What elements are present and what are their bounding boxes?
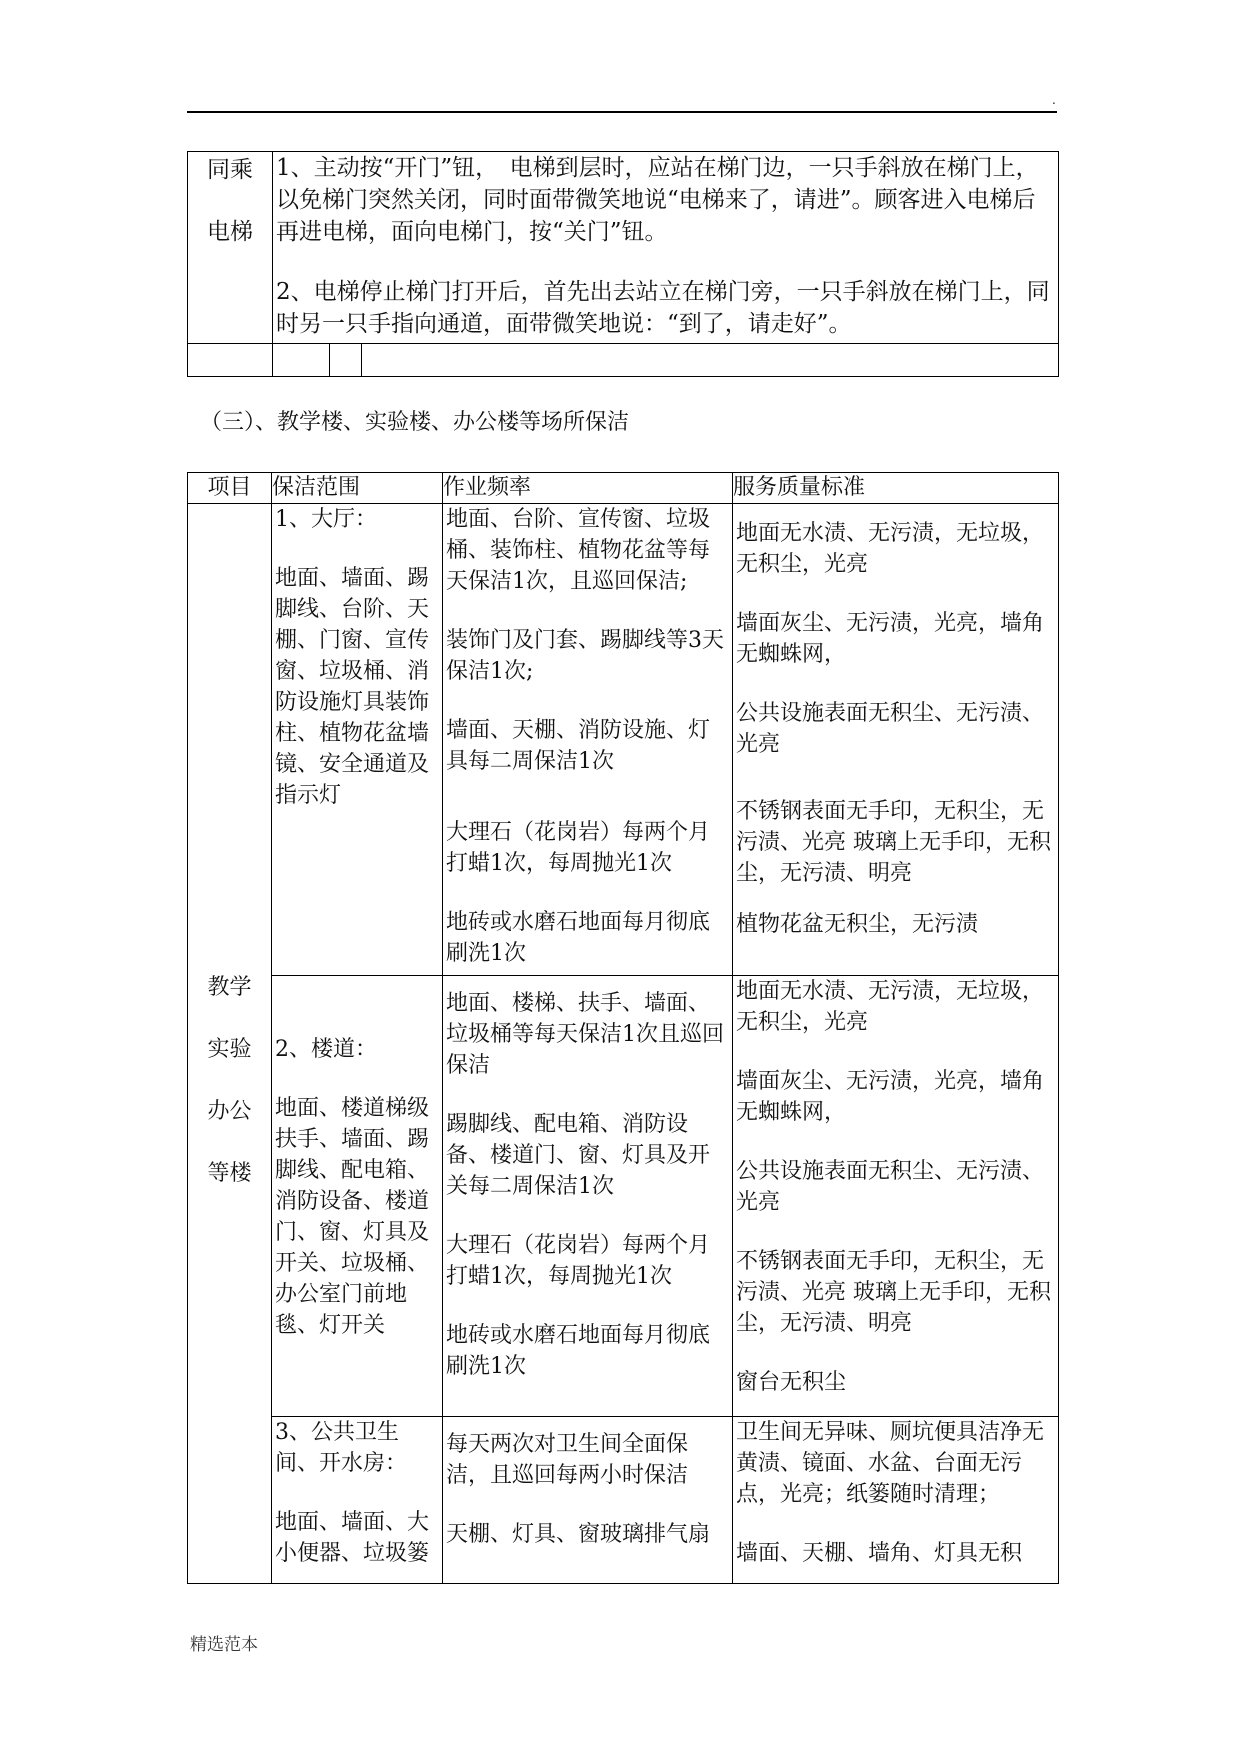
elevator-label-cell xyxy=(188,152,273,344)
standard-item: 地面无水渍、无污渍，无垃圾，无积尘，光亮 xyxy=(736,521,1045,577)
elevator-label-line: 同乘 xyxy=(207,157,253,183)
cleaning-table xyxy=(187,472,1059,1584)
frequency-item: 大理石（花岗岩）每两个月打蜡1次，每周抛光1次 xyxy=(446,820,711,876)
elevator-paragraph: 2、电梯停止梯门打开后，首先出去站立在梯门旁，一只手斜放在梯门上，同时另一只手指向通道，面带微笑地说：“到了，请走好”。 xyxy=(276,279,1050,337)
empty-cell xyxy=(273,344,330,377)
section-title: （三）、教学楼、实验楼、办公楼等场所保洁 xyxy=(200,410,630,435)
standard-item: 墙面、天棚、墙角、灯具无积 xyxy=(736,1541,1023,1566)
standard-item: 植物花盆无积尘，无污渍 xyxy=(736,912,979,937)
project-line: 等楼 xyxy=(207,1161,252,1186)
frequency-item: 地面、楼梯、扶手、墙面、垃圾桶等每天保洁1次且巡回保洁 xyxy=(446,991,724,1078)
header-frequency: 作业频率 xyxy=(443,473,733,504)
standard-item: 卫生间无异味、厕坑便具洁净无黄渍、镜面、水盆、台面无污点，光亮；纸篓随时清理； xyxy=(736,1420,1045,1507)
empty-cell xyxy=(188,344,273,377)
standard-item: 地面无水渍、无污渍，无垃圾，无积尘，光亮 xyxy=(736,979,1045,1035)
standard-item: 墙面灰尘、无污渍，光亮，墙角无蜘蛛网， xyxy=(736,1069,1045,1125)
header-project: 项目 xyxy=(188,473,272,504)
scope-detail: 地面、楼道梯级扶手、墙面、踢脚线、配电箱、消防设备、楼道门、窗、灯具及开关、垃圾桶、办公室门前地毯、灯开关 xyxy=(275,1096,430,1338)
frequency-item: 每天两次对卫生间全面保洁，且巡回每两小时保洁 xyxy=(446,1432,689,1488)
standard-cell xyxy=(733,1417,1059,1584)
frequency-item: 天棚、灯具、窗玻璃排气扇 xyxy=(446,1522,711,1547)
scope-cell xyxy=(272,504,443,976)
frequency-cell xyxy=(443,504,733,976)
project-line: 办公 xyxy=(207,1099,252,1124)
header-standard: 服务质量标准 xyxy=(733,473,1059,504)
standard-item: 公共设施表面无积尘、无污渍、光亮 xyxy=(736,701,1045,757)
frequency-cell xyxy=(443,1417,733,1584)
frequency-item: 地面、台阶、宣传窗、垃圾桶、装饰柱、植物花盆等每天保洁1次，且巡回保洁; xyxy=(446,507,711,594)
standard-item: 不锈钢表面无手印，无积尘，无污渍、光亮 玻璃上无手印，无积尘，无污渍、明亮 xyxy=(736,799,1051,886)
empty-cell xyxy=(330,344,362,377)
scope-cell xyxy=(272,1417,443,1584)
standard-cell xyxy=(733,504,1059,976)
header-dot: . xyxy=(1052,93,1056,107)
standard-cell xyxy=(733,976,1059,1417)
frequency-item: 踢脚线、配电箱、消防设备、楼道门、窗、灯具及开关每二周保洁1次 xyxy=(446,1112,711,1199)
project-cell xyxy=(188,504,272,1584)
standard-item: 公共设施表面无积尘、无污渍、光亮 xyxy=(736,1159,1045,1215)
frequency-item: 装饰门及门套、踢脚线等3天保洁1次; xyxy=(446,628,724,684)
standard-item: 不锈钢表面无手印，无积尘，无污渍、光亮 玻璃上无手印，无积尘，无污渍、明亮 xyxy=(736,1249,1051,1336)
scope-title: 3、公共卫生间、开水房： xyxy=(275,1420,408,1476)
header-scope: 保洁范围 xyxy=(272,473,443,504)
footer-text: 精选范本 xyxy=(190,1635,258,1655)
scope-title: 1、大厅： xyxy=(275,507,377,532)
scope-cell xyxy=(272,976,443,1417)
project-line: 实验 xyxy=(207,1037,252,1062)
scope-title: 2、楼道： xyxy=(275,1037,377,1062)
elevator-label-line: 电梯 xyxy=(207,219,253,245)
elevator-content-cell xyxy=(273,152,1059,344)
scope-detail: 地面、墙面、大小便器、垃圾篓 xyxy=(275,1510,430,1566)
elevator-paragraph: 1、主动按“开门”钮， 电梯到层时，应站在梯门边，一只手斜放在梯门上，以免梯门突然关闭，同时面带微笑地说“电梯来了，请进”。顾客进入电梯后再进电梯，面向电梯门，按“关门”钮。 xyxy=(276,155,1039,245)
frequency-item: 大理石（花岗岩）每两个月打蜡1次，每周抛光1次 xyxy=(446,1233,711,1289)
frequency-item: 墙面、天棚、消防设施、灯具每二周保洁1次 xyxy=(446,718,711,774)
header-rule xyxy=(187,111,1057,113)
project-line: 教学 xyxy=(207,975,252,1000)
empty-cell xyxy=(362,344,1059,377)
elevator-table xyxy=(187,151,1059,377)
frequency-cell xyxy=(443,976,733,1417)
frequency-item: 地砖或水磨石地面每月彻底刷洗1次 xyxy=(446,910,711,966)
standard-item: 窗台无积尘 xyxy=(736,1370,847,1395)
project-spacer xyxy=(188,506,271,942)
scope-detail: 地面、墙面、踢脚线、台阶、天棚、门窗、宣传窗、垃圾桶、消防设施灯具装饰柱、植物花盆墙镜、安全通道及指示灯 xyxy=(275,566,430,808)
frequency-item: 地砖或水磨石地面每月彻底刷洗1次 xyxy=(446,1323,711,1379)
standard-item: 墙面灰尘、无污渍，光亮，墙角无蜘蛛网， xyxy=(736,611,1045,667)
